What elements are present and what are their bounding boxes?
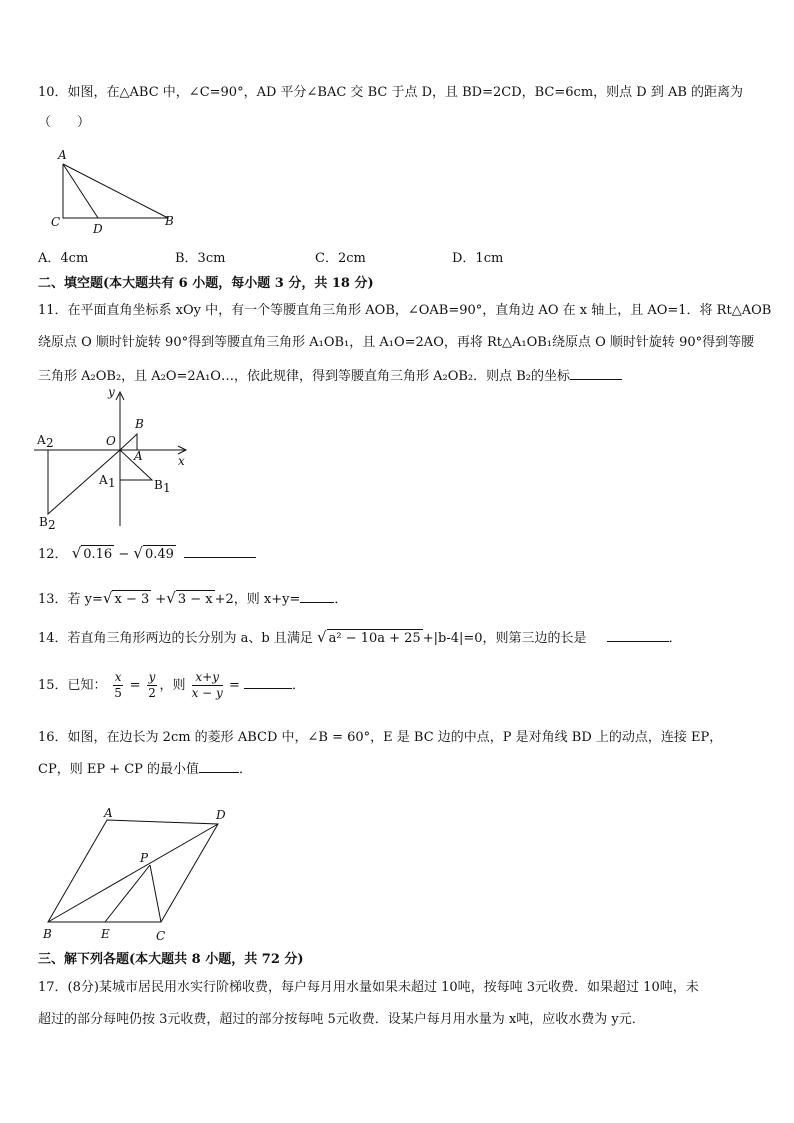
q11-line1: 11．在平面直角坐标系 xOy 中，有一个等腰直角三角形 AOB，∠OAB=90°，直角边 AO 在 x 轴上，且 AO=1．将 Rt△AOB: [38, 303, 772, 318]
q11-line2: 绕原点 O 顺时针旋转 90°得到等腰直角三角形 A₁OB₁，且 A₁O=2AO，再将 Rt△A₁OB₁绕原点 O 顺时针旋转 90°得到等腰: [38, 335, 755, 350]
q13-end: ．: [334, 592, 348, 607]
q12-line: 12． √ 0.16 − √ 0.49: [38, 544, 256, 564]
fig11-label-b1: B: [154, 478, 163, 492]
q15-frac2-den: 2: [148, 686, 156, 700]
fig16-label-d: D: [216, 808, 226, 822]
fig16-label-b: B: [43, 927, 52, 941]
q15-eq2: =: [228, 678, 240, 693]
fig11-label-a2-sub: 2: [46, 436, 54, 450]
q13-answer-blank: [300, 589, 334, 603]
fig11-label-a2: A: [37, 433, 46, 447]
fig16-label-a: A: [104, 806, 113, 820]
fig11-label-a1: A: [99, 473, 108, 487]
q12-number: 12．: [38, 547, 68, 562]
fig11-label-b2-sub: 2: [48, 518, 56, 532]
fig11-label-a: A: [134, 449, 143, 463]
q11-answer-blank: [570, 366, 622, 380]
fig11-label-x: x: [178, 454, 185, 468]
q16-line2-text: CP，则 EP + CP 的最小值: [38, 762, 200, 777]
q15-frac1-den: 5: [114, 686, 122, 700]
q10-option-d: D．1cm: [452, 251, 504, 266]
q15-prefix: 15．已知：: [38, 678, 107, 693]
q16-line1: 16．如图，在边长为 2cm 的菱形 ABCD 中，∠B = 60°，E 是 BC 边的中点，P 是对角线 BD 上的动点，连接 EP，: [38, 730, 723, 745]
q14-end: ．: [668, 631, 682, 646]
fig11-label-y: y: [108, 386, 115, 399]
fig11-label-b: B: [135, 417, 144, 431]
q14-radicand: a² − 10a + 25: [328, 631, 421, 646]
q12-radicand-2: 0.49: [144, 547, 174, 562]
q10-option-b: B．3cm: [175, 251, 226, 266]
q12-minus: −: [118, 547, 130, 562]
fig11-label-b2: B: [39, 515, 48, 529]
q16-line2: [38, 759, 252, 779]
q15-line: [38, 668, 305, 704]
q14-prefix: 14．若直角三角形两边的长分别为 a、b 且满足: [38, 631, 313, 646]
q15-frac3-den: x − y: [191, 686, 223, 700]
q15-mid: ，则: [159, 678, 186, 693]
q13-postfix: +2，则 x+y=: [214, 592, 301, 607]
q12-answer-blank: [184, 544, 256, 558]
fig11-label-a1-sub: 1: [108, 476, 116, 490]
fig10-label-a: A: [58, 148, 67, 162]
q14-answer-blank: [607, 628, 669, 642]
q16-line2-end: ．: [239, 762, 253, 777]
q16-rhombus-figure: [38, 802, 238, 944]
q14-line: 14．若直角三角形两边的长分别为 a、b 且满足 √ a² − 10a + 25 +|b-4|=0，则第三边的长是 ．: [38, 628, 682, 646]
q11-line3: [38, 366, 622, 386]
q13-radicand-1: x − 3: [114, 592, 150, 607]
section3-heading: 三、解下列各题(本大题共 8 小题，共 72 分): [38, 952, 304, 967]
q10-line2: （ ）: [38, 115, 91, 130]
q11-line3-text: 三角形 A₂OB₂，且 A₂O=2A₁O…，依此规律，得到等腰直角三角形 A₂OB₂．则点 B₂的坐标: [38, 369, 571, 384]
fig16-label-p: P: [140, 851, 149, 865]
q17-line2: 超过的部分每吨仍按 3元收费，超过的部分按每吨 5元收费．设某户每月用水量为 x吨，应收水费为 y元．: [38, 1012, 645, 1027]
section2-heading: 二、填空题(本大题共有 6 小题，每小题 3 分，共 18 分): [38, 276, 374, 291]
q10-option-c: C．2cm: [315, 251, 366, 266]
fig10-label-d: D: [93, 222, 103, 236]
q13-plus: +: [155, 592, 167, 607]
q15-frac2-num: y: [148, 670, 156, 684]
q17-line1: 17．(8分)某城市居民用水实行阶梯收费，每户每月用水量如果未超过 10吨，按每吨 3元收费．如果超过 10吨，未: [38, 980, 699, 995]
q12-radicand-1: 0.16: [83, 547, 113, 562]
q15-answer-blank: [244, 675, 292, 689]
q15-end: ．: [292, 678, 306, 693]
q13-prefix: 13．若 y=: [38, 592, 103, 607]
fig16-label-c: C: [156, 929, 166, 943]
fig11-label-o: O: [106, 434, 116, 448]
q15-eq: =: [129, 678, 141, 693]
q15-frac1-num: x: [114, 670, 122, 684]
fig11-label-b1-sub: 1: [163, 481, 171, 495]
q10-option-a: A．4cm: [38, 251, 89, 266]
q14-postfix: +|b-4|=0，则第三边的长是: [422, 631, 587, 646]
q11-coordinate-figure: [32, 386, 202, 532]
q10-triangle-figure: [48, 146, 188, 240]
q16-answer-blank: [199, 759, 239, 773]
fig16-label-e: E: [101, 927, 110, 941]
q13-line: 13．若 y=√ x − 3 +√ 3 − x +2，则 x+y= ．: [38, 589, 348, 607]
q13-radicand-2: 3 − x: [177, 592, 213, 607]
q10-line1: 10．如图，在△ABC 中，∠C=90°，AD 平分∠BAC 交 BC 于点 D，且 BD=2CD，BC=6cm，则点 D 到 AB 的距离为: [38, 85, 744, 100]
fig10-label-b: B: [165, 214, 174, 228]
fig10-label-c: C: [51, 215, 61, 229]
q15-frac3-num: x+y: [192, 670, 223, 686]
